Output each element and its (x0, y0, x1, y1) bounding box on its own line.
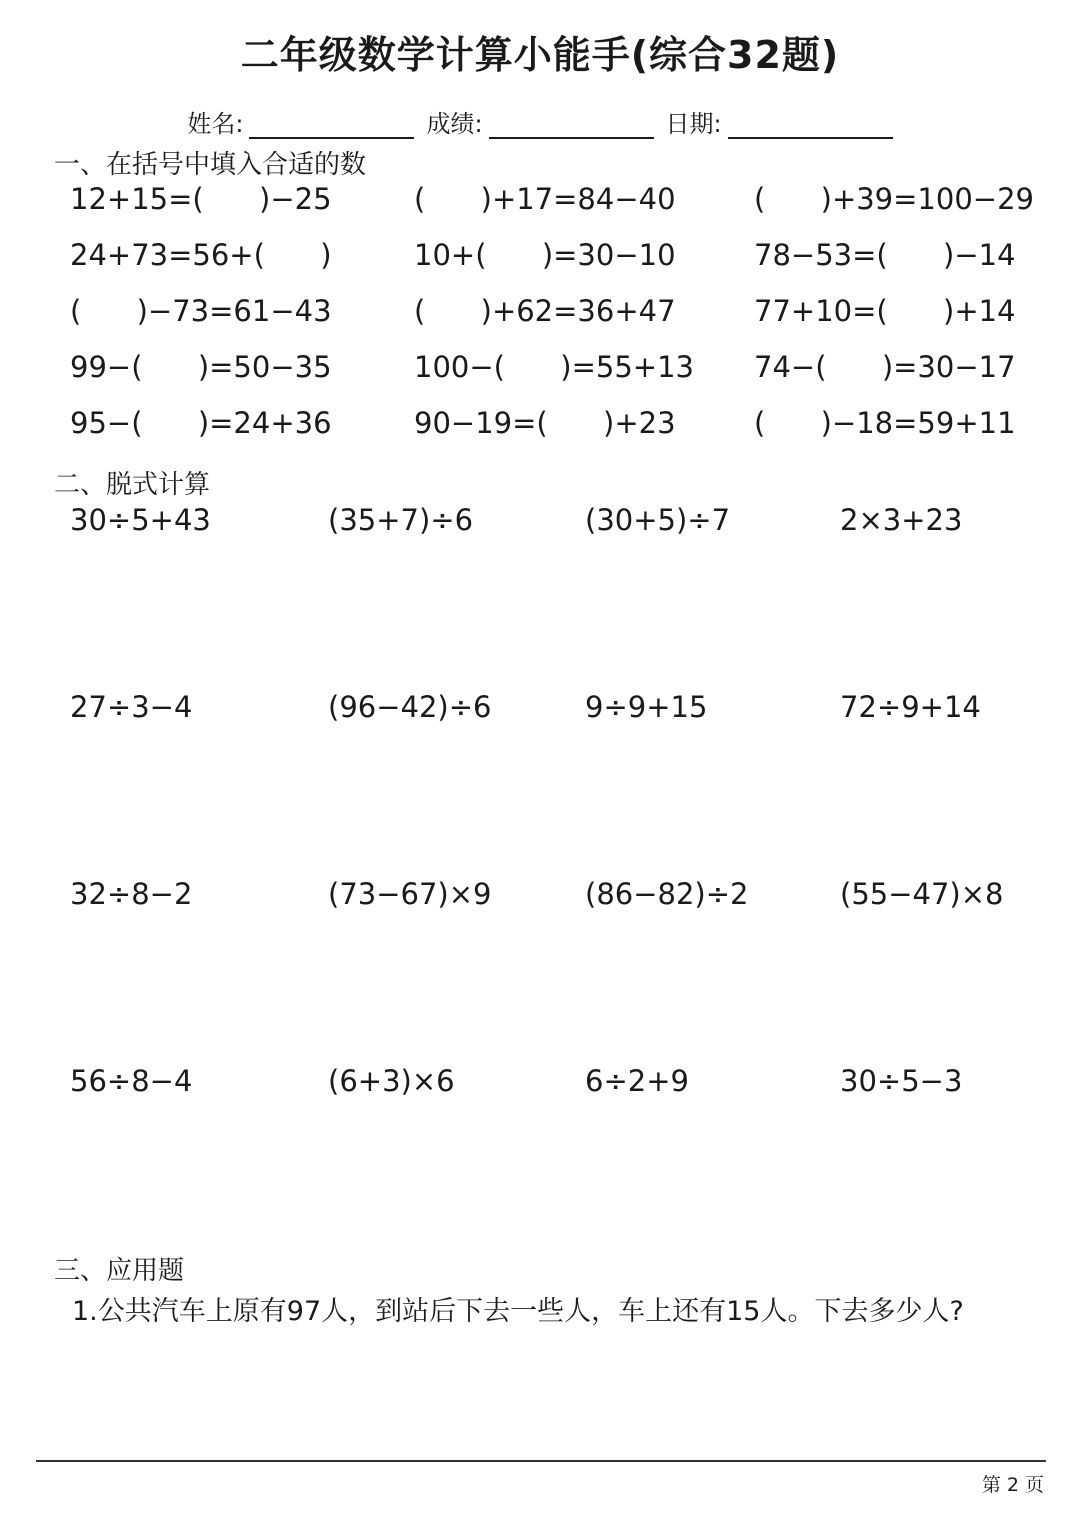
fill-problem[interactable]: 78−53=( )−14 (754, 238, 1016, 272)
calc-problem: (73−67)×9 (328, 877, 492, 911)
fill-problem[interactable]: ( )+39=100−29 (754, 182, 1034, 216)
fill-problem[interactable]: 100−( )=55+13 (414, 350, 694, 384)
name-field[interactable] (187, 104, 414, 139)
section1-heading: 一、在括号中填入合适的数 (54, 150, 367, 180)
score-blank[interactable] (489, 111, 654, 139)
calc-problem: 27÷3−4 (70, 690, 193, 724)
page-number: 第 2 页 (981, 1474, 1044, 1496)
name-blank[interactable] (249, 111, 414, 139)
calc-problem: 2×3+23 (840, 503, 963, 537)
section3-heading: 三、应用题 (54, 1256, 185, 1286)
calc-problem: 30÷5+43 (70, 503, 211, 537)
date-blank[interactable] (728, 111, 893, 139)
score-label: 成绩: (426, 110, 483, 138)
calc-row (70, 877, 1050, 1064)
date-label: 日期: (665, 110, 722, 138)
calc-problem: (55−47)×8 (840, 877, 1004, 911)
fill-problem[interactable]: 99−( )=50−35 (70, 350, 332, 384)
calc-problem: 32÷8−2 (70, 877, 193, 911)
fill-problem[interactable]: ( )−73=61−43 (70, 294, 332, 328)
calc-row (70, 1064, 1050, 1251)
calc-problem: (35+7)÷6 (328, 503, 474, 537)
footer-divider (36, 1460, 1046, 1462)
word-problem-1: 1.公共汽车上原有97人，到站后下去一些人，车上还有15人。下去多少人? (72, 1296, 964, 1327)
fill-in-grid (70, 182, 1050, 462)
calc-problem: 72÷9+14 (840, 690, 981, 724)
fill-row (70, 294, 1050, 350)
fill-problem[interactable]: 24+73=56+( ) (70, 238, 332, 272)
fill-problem[interactable]: 95−( )=24+36 (70, 406, 332, 440)
calc-problem: (96−42)÷6 (328, 690, 492, 724)
score-field[interactable] (426, 104, 653, 139)
worksheet-title: 二年级数学计算小能手(综合32题) (240, 33, 840, 77)
calc-problem: 30÷5−3 (840, 1064, 963, 1098)
fill-row (70, 406, 1050, 462)
fill-problem[interactable]: ( )−18=59+11 (754, 406, 1016, 440)
fill-problem[interactable]: 10+( )=30−10 (414, 238, 676, 272)
fill-problem[interactable]: 12+15=( )−25 (70, 182, 332, 216)
student-info-row (0, 104, 1080, 139)
fill-row (70, 350, 1050, 406)
calc-problem: 56÷8−4 (70, 1064, 193, 1098)
section2-heading: 二、脱式计算 (54, 470, 211, 500)
calc-problem: (6+3)×6 (328, 1064, 455, 1098)
calc-row (70, 503, 1050, 690)
calc-row (70, 690, 1050, 877)
fill-problem[interactable]: 74−( )=30−17 (754, 350, 1016, 384)
date-field[interactable] (666, 104, 893, 139)
fill-row (70, 182, 1050, 238)
fill-problem[interactable]: 90−19=( )+23 (414, 406, 676, 440)
name-label: 姓名: (187, 110, 244, 138)
calc-problem: (86−82)÷2 (585, 877, 749, 911)
calc-problem: 6÷2+9 (585, 1064, 689, 1098)
fill-problem[interactable]: ( )+17=84−40 (414, 182, 676, 216)
calc-problem: (30+5)÷7 (585, 503, 731, 537)
fill-problem[interactable]: 77+10=( )+14 (754, 294, 1016, 328)
fill-row (70, 238, 1050, 294)
fill-problem[interactable]: ( )+62=36+47 (414, 294, 676, 328)
calc-problem: 9÷9+15 (585, 690, 708, 724)
step-calculation-grid (70, 503, 1050, 1251)
